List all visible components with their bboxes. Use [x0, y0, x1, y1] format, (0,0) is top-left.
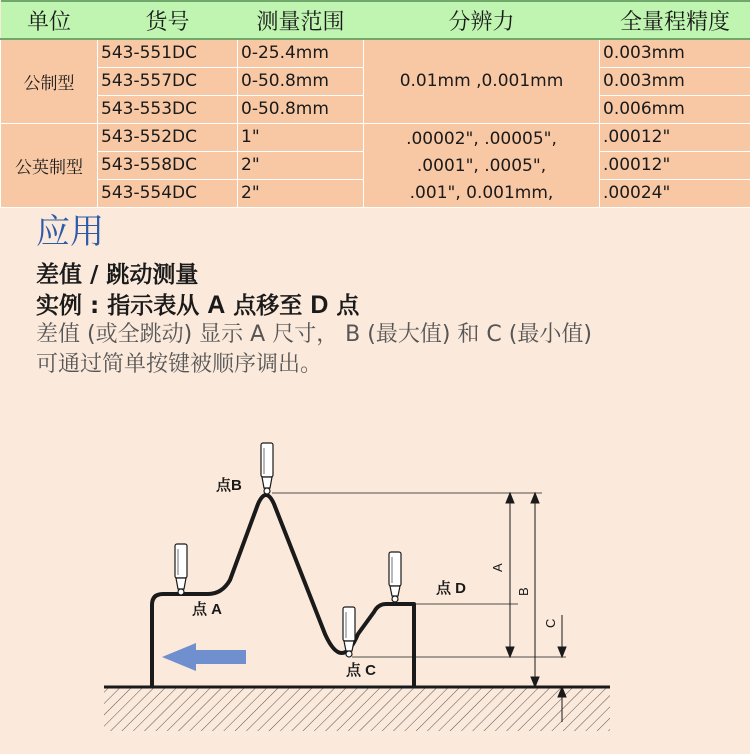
resolution-cell-inch-metric [364, 123, 600, 207]
header-range: 测量范围 [238, 1, 364, 39]
move-left-arrow-icon [162, 643, 246, 671]
probe-d-icon [389, 552, 401, 602]
dimension-c-label: C [543, 618, 558, 628]
range-cell: 2" [238, 151, 364, 179]
code-cell: 543-552DC [98, 123, 238, 151]
reference-lines [272, 493, 566, 657]
header-code: 货号 [98, 1, 238, 39]
table-row [1, 123, 750, 151]
resolution-cell-metric: 0.01mm ,0.001mm [364, 39, 600, 123]
unit-cell-inch-metric: 公英制型 [1, 123, 98, 207]
description-line: 可通过简单按键被顺序调出。 [36, 352, 323, 377]
resolution-line: .00002", .00005", [406, 128, 557, 149]
example-point-d: D [310, 291, 329, 319]
range-cell: 2" [238, 179, 364, 207]
point-c-label: 点 C [346, 662, 377, 679]
accuracy-cell: 0.006mm [600, 95, 750, 123]
header-accuracy: 全量程精度 [600, 1, 750, 39]
resolution-line: .0001", .0005", [416, 155, 547, 176]
code-cell: 543-554DC [98, 179, 238, 207]
example-suffix: 点 [328, 293, 360, 319]
accuracy-cell: 0.003mm [600, 67, 750, 95]
code-cell: 543-553DC [98, 95, 238, 123]
application-example [36, 290, 592, 320]
table-row [1, 39, 750, 67]
probe-b-icon [261, 443, 273, 494]
table-header-row [1, 1, 750, 39]
example-mid: 点移至 [225, 293, 311, 319]
dimension-a-label: A [490, 563, 505, 572]
unit-cell-metric: 公制型 [1, 39, 98, 123]
accuracy-cell: 0.003mm [600, 39, 750, 67]
point-a-label: 点 A [192, 601, 223, 618]
header-unit: 单位 [1, 1, 98, 39]
application-subtitle: 差值 / 跳动测量 [36, 262, 199, 288]
dimension-b-label: B [516, 587, 531, 596]
probe-c-icon [343, 607, 355, 657]
runout-diagram [0, 400, 750, 754]
range-cell: 0-50.8mm [238, 67, 364, 95]
accuracy-cell: .00012" [600, 151, 750, 179]
point-b-label: 点B [216, 477, 242, 494]
code-cell: 543-551DC [98, 39, 238, 67]
probe-a-icon [175, 544, 187, 595]
code-cell: 543-557DC [98, 67, 238, 95]
code-cell: 543-558DC [98, 151, 238, 179]
application-title: 应用 [36, 212, 104, 252]
description-line: 差值 (或全跳动) 显示 A 尺寸， B (最大值) 和 C (最小值) [36, 322, 592, 347]
ground-hatch [104, 687, 610, 731]
point-d-label: 点 D [436, 580, 467, 597]
accuracy-cell: .00024" [600, 179, 750, 207]
range-cell: 0-50.8mm [238, 95, 364, 123]
range-cell: 1" [238, 123, 364, 151]
header-resolution: 分辨力 [364, 1, 600, 39]
spec-table [0, 0, 750, 208]
resolution-line: .001", 0.001mm, [409, 182, 554, 203]
example-point-a: A [207, 291, 226, 319]
range-cell: 0-25.4mm [238, 39, 364, 67]
application-section [36, 210, 592, 380]
accuracy-cell: .00012" [600, 123, 750, 151]
example-prefix: 实例 : 指示表从 [36, 293, 208, 319]
